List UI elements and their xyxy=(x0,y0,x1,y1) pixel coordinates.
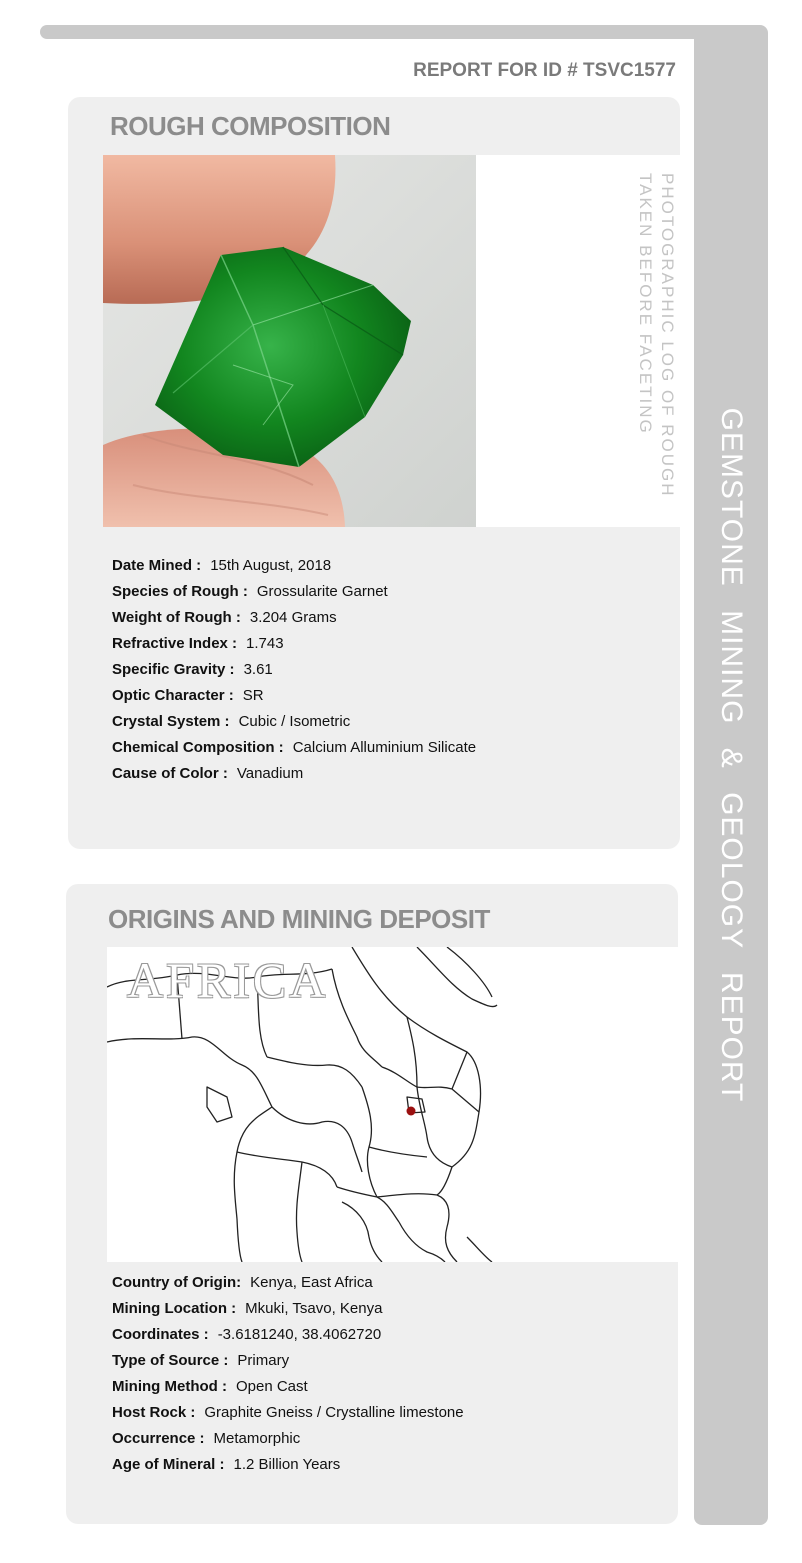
mining-location-marker xyxy=(407,1107,416,1116)
row-label: Optic Character : xyxy=(112,687,234,704)
row-value: Metamorphic xyxy=(213,1430,301,1447)
row-refractive-index xyxy=(112,631,476,657)
row-host-rock xyxy=(112,1400,464,1426)
row-value: SR xyxy=(242,687,264,704)
map-label-africa: AFRICA xyxy=(127,952,329,1008)
origins-title: ORIGINS AND MINING DEPOSIT xyxy=(108,904,490,934)
row-label: Type of Source : xyxy=(112,1352,229,1369)
row-value: Cubic / Isometric xyxy=(238,713,351,730)
row-value: Primary xyxy=(237,1352,290,1369)
row-occurrence xyxy=(112,1426,464,1452)
row-weight xyxy=(112,605,476,631)
row-crystal-system xyxy=(112,709,476,735)
row-label: Specific Gravity : xyxy=(112,661,235,678)
row-specific-gravity xyxy=(112,657,476,683)
row-country-of-origin xyxy=(112,1270,464,1296)
row-value: 15th August, 2018 xyxy=(210,557,332,574)
row-species xyxy=(112,579,476,605)
photo-caption-line-2: TAKEN BEFORE FACETING xyxy=(636,173,655,435)
rough-composition-title: ROUGH COMPOSITION xyxy=(110,111,391,141)
row-label: Crystal System : xyxy=(112,713,230,730)
row-label: Date Mined : xyxy=(112,557,202,574)
photo-caption xyxy=(634,173,678,503)
row-coordinates xyxy=(112,1322,464,1348)
row-cause-of-color xyxy=(112,761,476,787)
row-age-of-mineral xyxy=(112,1452,464,1478)
row-value: 3.61 xyxy=(243,661,273,678)
row-label: Host Rock : xyxy=(112,1404,196,1421)
row-type-of-source xyxy=(112,1348,464,1374)
top-frame-bar xyxy=(40,25,700,39)
photo-caption-line-1: PHOTOGRAPHIC LOG OF ROUGH xyxy=(658,173,677,498)
row-value: Graphite Gneiss / Crystalline limestone xyxy=(204,1404,464,1421)
report-id: REPORT FOR ID # TSVC1577 xyxy=(413,60,676,81)
row-label: Weight of Rough : xyxy=(112,609,241,626)
africa-map xyxy=(107,947,678,1262)
row-label: Cause of Color : xyxy=(112,765,228,782)
row-value: 3.204 Grams xyxy=(249,609,337,626)
rough-details-list xyxy=(112,553,476,787)
row-value: -3.6181240, 38.4062720 xyxy=(217,1326,382,1343)
row-label: Country of Origin: xyxy=(112,1274,242,1291)
row-mining-location xyxy=(112,1296,464,1322)
row-label: Mining Location : xyxy=(112,1300,237,1317)
side-title: GEMSTONE MINING & GEOLOGY REPORT xyxy=(715,407,748,1103)
row-value: Open Cast xyxy=(235,1378,308,1395)
row-label: Species of Rough : xyxy=(112,583,248,600)
row-value: Grossularite Garnet xyxy=(256,583,388,600)
row-value: 1.743 xyxy=(246,635,284,652)
row-label: Chemical Composition : xyxy=(112,739,284,756)
row-value: Calcium Alluminium Silicate xyxy=(292,739,477,756)
row-date-mined xyxy=(112,553,476,579)
row-label: Age of Mineral : xyxy=(112,1456,225,1473)
row-label: Mining Method : xyxy=(112,1378,227,1395)
row-value: Kenya, East Africa xyxy=(250,1274,373,1291)
row-value: Vanadium xyxy=(236,765,304,782)
rough-gem-photo-image xyxy=(103,155,476,527)
row-label: Occurrence : xyxy=(112,1430,205,1447)
row-label: Refractive Index : xyxy=(112,635,238,652)
photo-area xyxy=(103,155,680,527)
row-value: 1.2 Billion Years xyxy=(233,1456,341,1473)
row-label: Coordinates : xyxy=(112,1326,209,1343)
row-mining-method xyxy=(112,1374,464,1400)
row-chemical-composition xyxy=(112,735,476,761)
row-value: Mkuki, Tsavo, Kenya xyxy=(245,1300,383,1317)
origin-details-list xyxy=(112,1270,464,1478)
row-optic-character xyxy=(112,683,476,709)
rough-gem-photo xyxy=(103,155,476,527)
